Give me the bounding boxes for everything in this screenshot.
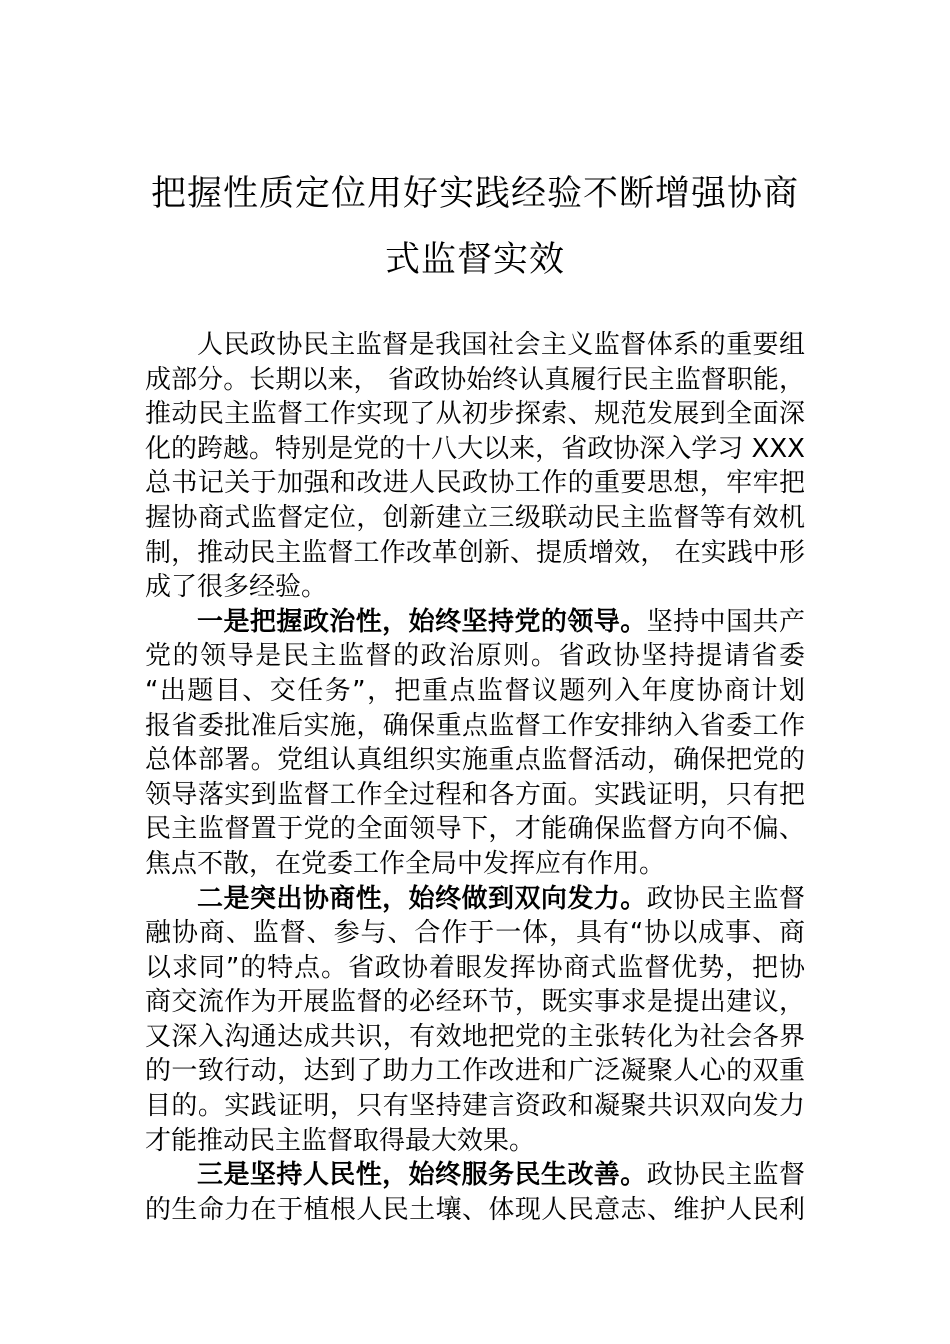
text-line: [145, 1193, 805, 1228]
line-text: 成了很多经验。: [145, 572, 328, 603]
text-line: [145, 674, 805, 709]
line-text: 的一致行动，达到了助力工作改进和广泛凝聚人心的双重: [145, 1056, 805, 1087]
document-title-line-1: 把握性质定位用好实践经验不断增强协商: [150, 174, 799, 214]
line-text: 领导落实到监督工作全过程和各方面。实践证明，只有把: [145, 779, 805, 810]
text-line: [145, 1089, 805, 1124]
line-text: 焦点不散，在党委工作全局中发挥应有作用。: [145, 848, 666, 879]
paragraph-lead-heading: 一是把握政治性，始终坚持党的领导。: [197, 606, 647, 637]
line-text: 以求同”的特点。省政协着眼发挥协商式监督优势，把协: [145, 952, 805, 983]
document-body: [145, 328, 805, 1227]
text-line: [145, 570, 805, 605]
paragraph-lead-heading: 二是突出协商性，始终做到双向发力。: [197, 883, 647, 914]
text-line: [145, 363, 805, 398]
line-text: “出题目、交任务”，把重点监督议题列入年度协商计划: [145, 675, 805, 706]
line-text: 报省委批准后实施，确保重点监督工作安排纳入省委工作: [145, 710, 805, 741]
text-line: [145, 1158, 805, 1193]
line-text: 政协民主监督: [646, 883, 805, 914]
text-line: [145, 882, 805, 917]
document-title-line-2: 式监督实效: [384, 240, 565, 280]
line-text: 的生命力在于植根人民土壤、体现人民意志、维护人民利: [145, 1194, 805, 1225]
text-line: [145, 778, 805, 813]
line-text: 融协商、监督、参与、合作于一体，具有“协以成事、商: [145, 918, 805, 949]
text-line: [145, 1124, 805, 1159]
text-line: [145, 709, 805, 744]
line-text: 制，推动民主监督工作改革创新、提质增效， 在实践中形: [145, 537, 805, 568]
text-line: [145, 536, 805, 571]
text-line: [145, 466, 805, 501]
text-line: [145, 916, 805, 951]
paragraph-lead-heading: 三是坚持人民性，始终服务民生改善。: [197, 1160, 647, 1191]
text-line: [145, 1020, 805, 1055]
text-line: [145, 985, 805, 1020]
paragraph: [145, 328, 805, 605]
line-text: 才能推动民主监督取得最大效果。: [145, 1125, 536, 1156]
text-line: [145, 605, 805, 640]
line-text: 总书记关于加强和改进人民政协工作的重要思想，牢牢把: [145, 468, 805, 499]
paragraph: [145, 882, 805, 1159]
text-line: [145, 812, 805, 847]
line-text: 目的。实践证明，只有坚持建言资政和凝聚共识双向发力: [145, 1091, 805, 1122]
text-line: [145, 847, 805, 882]
line-text: 总体部署。党组认真组织实施重点监督活动，确保把党的: [145, 745, 805, 776]
line-text: 握协商式监督定位，创新建立三级联动民主监督等有效机: [145, 502, 805, 533]
text-line: [145, 1054, 805, 1089]
text-line: [145, 639, 805, 674]
paragraph: [145, 1158, 805, 1227]
text-line: [145, 328, 805, 363]
line-text: 政协民主监督: [646, 1160, 805, 1191]
paragraph: [145, 605, 805, 882]
text-line: [145, 397, 805, 432]
line-text: 党的领导是民主监督的政治原则。省政协坚持提请省委: [145, 641, 805, 672]
line-text: 推动民主监督工作实现了从初步探索、规范发展到全面深: [145, 399, 805, 430]
line-text: 商交流作为开展监督的必经环节，既实事求是提出建议，: [145, 987, 805, 1018]
text-line: [145, 951, 805, 986]
line-text: 人民政协民主监督是我国社会主义监督体系的重要组: [197, 330, 805, 360]
line-text: 化的跨越。特别是党的十八大以来，省政协深入学习 XXX: [145, 433, 805, 464]
line-text: 成部分。长期以来， 省政协始终认真履行民主监督职能，: [145, 364, 805, 395]
text-line: [145, 432, 805, 467]
text-line: [145, 501, 805, 536]
line-text: 又深入沟通达成共识，有效地把党的主张转化为社会各界: [145, 1021, 805, 1052]
line-text: 坚持中国共产: [646, 606, 805, 637]
text-line: [145, 743, 805, 778]
line-text: 民主监督置于党的全面领导下，才能确保监督方向不偏、: [145, 814, 805, 845]
